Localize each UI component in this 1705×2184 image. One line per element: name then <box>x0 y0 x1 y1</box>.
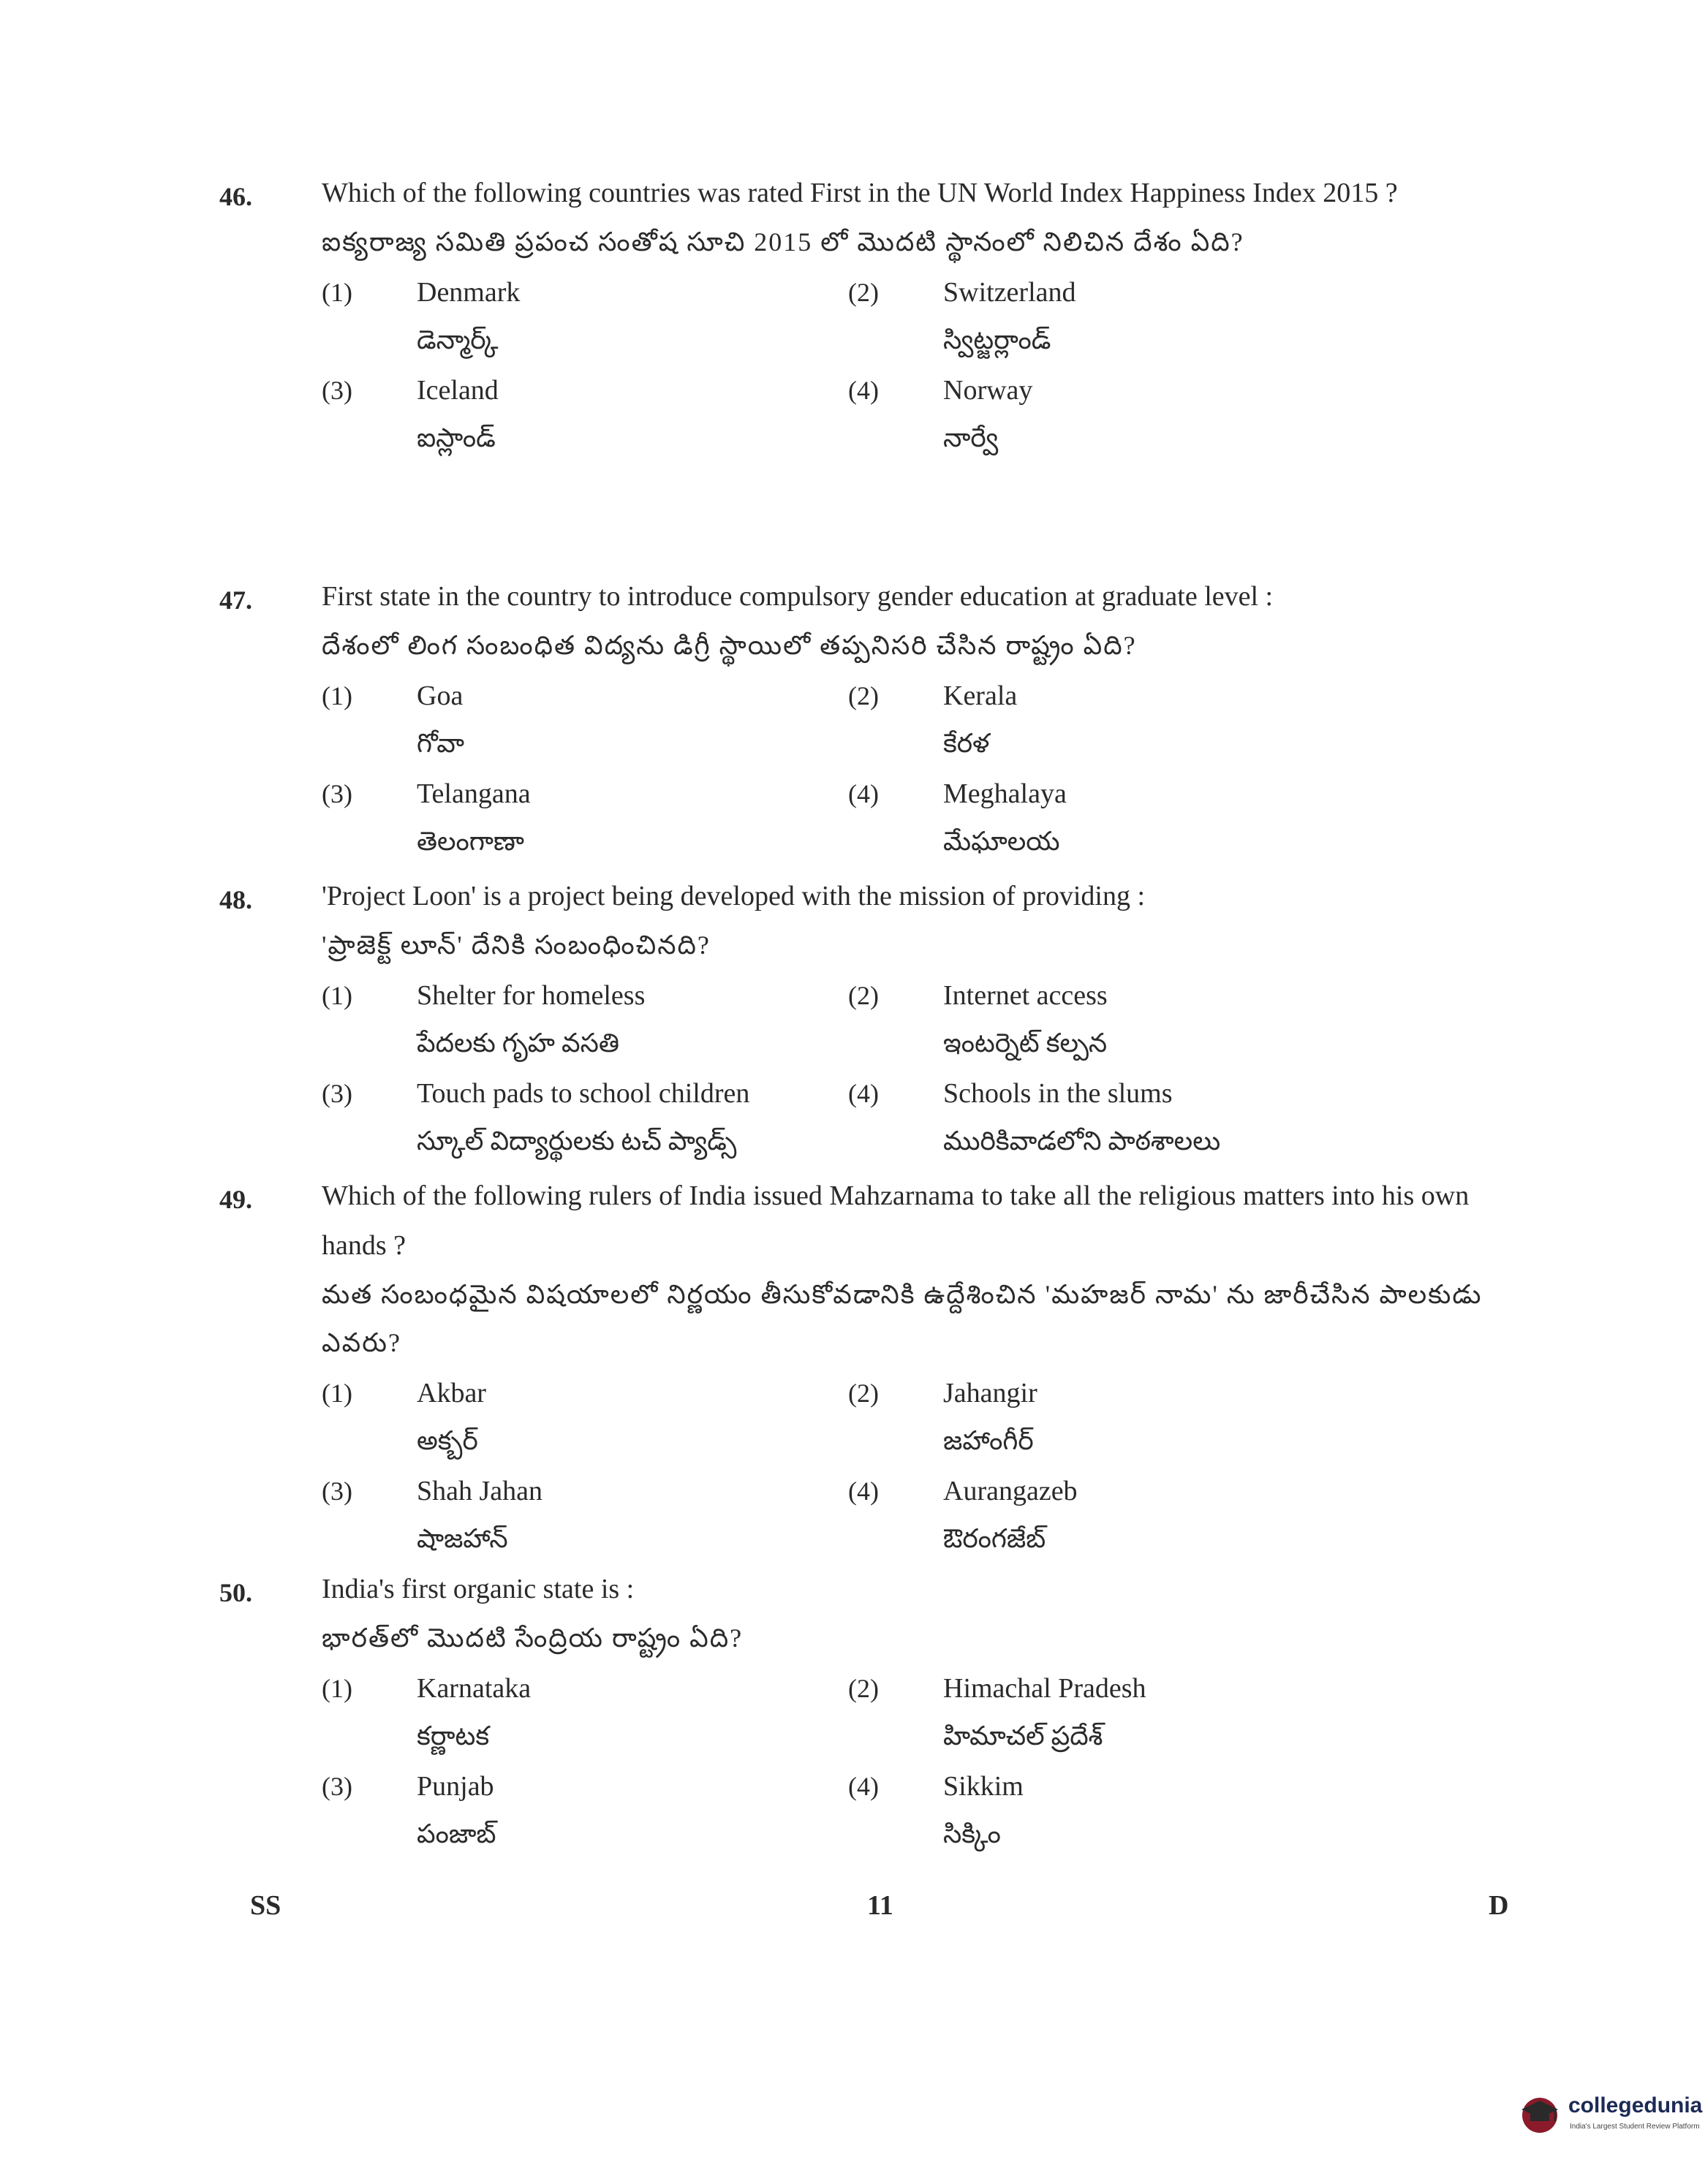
option-number: (1) <box>322 1674 352 1703</box>
question-text-english: Which of the following countries was rated First in the UN World Index Happiness Index 2015 ? <box>322 178 1398 208</box>
option-english: Punjab <box>417 1771 494 1802</box>
option-number: (4) <box>848 1079 879 1108</box>
question-text-english: First state in the country to introduce compulsory gender education at graduate level : <box>322 581 1274 612</box>
option-4 <box>848 1763 1375 1858</box>
option-english: Norway <box>943 375 1033 406</box>
option-number: (3) <box>322 779 352 808</box>
option-1 <box>322 972 848 1067</box>
option-telugu: నార్వే <box>943 423 999 452</box>
option-telugu: సిక్కిం <box>943 1819 1001 1849</box>
option-number: (2) <box>848 681 879 710</box>
option-4 <box>848 770 1375 865</box>
option-3 <box>322 1070 848 1165</box>
question-text-english: 'Project Loon' is a project being developed with the mission of providing : <box>322 881 1146 911</box>
question-number: 50. <box>219 1578 252 1607</box>
option-telugu: గోవా <box>417 729 464 758</box>
option-english: Jahangir <box>943 1378 1037 1408</box>
question-number: 48. <box>219 885 252 914</box>
option-english: Switzerland <box>943 277 1076 308</box>
option-english: Sikkim <box>943 1771 1024 1802</box>
option-2 <box>848 1370 1375 1465</box>
option-english: Touch pads to school children <box>417 1078 750 1109</box>
option-number: (1) <box>322 981 352 1010</box>
option-number: (2) <box>848 981 879 1010</box>
footer-booklet-code: D <box>1489 1890 1509 1921</box>
option-telugu: స్విట్జర్లాండ్ <box>943 325 1051 354</box>
option-english: Internet access <box>943 980 1108 1011</box>
options <box>322 672 1521 865</box>
option-4 <box>848 1070 1375 1165</box>
question-number: 47. <box>219 585 252 615</box>
option-telugu: కేరళ <box>943 729 990 758</box>
question-text-telugu: మత సంబంధమైన విషయాలలో నిర్ణయం తీసుకోవడానికి ఉద్దేశించిన 'మహజర్ నామ' ను జారీచేసిన పాలకుడు ఎవరు? <box>322 1280 1483 1357</box>
option-telugu: డెన్మార్క్ <box>417 325 499 354</box>
option-number: (2) <box>848 278 879 307</box>
footer-series-code: SS <box>250 1890 281 1921</box>
options <box>322 1370 1521 1563</box>
options <box>322 269 1521 462</box>
option-telugu: తెలంగాణా <box>417 827 524 856</box>
collegedunia-logo <box>1517 2083 1703 2149</box>
option-number: (1) <box>322 278 352 307</box>
option-number: (4) <box>848 779 879 808</box>
logo-tagline: India's Largest Student Review Platform <box>1570 2123 1700 2131</box>
option-telugu: షాజహాన్ <box>417 1524 508 1553</box>
option-english: Kerala <box>943 680 1018 711</box>
option-number: (4) <box>848 1476 879 1506</box>
option-1 <box>322 1665 848 1760</box>
question-text-telugu: ఐక్యరాజ్య సమితి ప్రపంచ సంతోష సూచి 2015 లో మొదటి స్థానంలో నిలిచిన దేశం ఏది? <box>322 227 1244 257</box>
option-telugu: ఔరంగజేబ్ <box>943 1524 1046 1553</box>
option-2 <box>848 972 1375 1067</box>
option-number: (3) <box>322 376 352 405</box>
option-1 <box>322 1370 848 1465</box>
option-english: Aurangazeb <box>943 1476 1078 1506</box>
option-telugu: మేఘాలయ <box>943 827 1060 856</box>
question-text-telugu: భారత్‌లో మొదటి సేంద్రియ రాష్ట్రం ఏది? <box>322 1623 744 1653</box>
question-50 <box>219 1564 1521 1858</box>
question-49 <box>219 1171 1521 1563</box>
option-english: Himachal Pradesh <box>943 1673 1146 1704</box>
option-english: Karnataka <box>417 1673 532 1704</box>
option-number: (3) <box>322 1079 352 1108</box>
option-number: (3) <box>322 1476 352 1506</box>
option-telugu: ఐస్లాండ్ <box>417 423 496 452</box>
option-2 <box>848 1665 1375 1760</box>
question-48 <box>219 871 1521 1165</box>
option-4 <box>848 1468 1375 1563</box>
option-english: Shelter for homeless <box>417 980 646 1011</box>
graduation-cap-icon <box>1517 2090 1562 2136</box>
option-telugu: అక్బర్ <box>417 1426 478 1455</box>
question-text-english: Which of the following rulers of India issued Mahzarnama to take all the religious matters into his own hands ? <box>322 1180 1470 1261</box>
option-english: Schools in the slums <box>943 1078 1173 1109</box>
option-2 <box>848 672 1375 767</box>
question-number: 46. <box>219 182 252 211</box>
option-telugu: ఇంటర్నెట్ కల్పన <box>943 1028 1108 1058</box>
question-47 <box>219 572 1521 865</box>
option-english: Iceland <box>417 375 499 406</box>
option-number: (2) <box>848 1674 879 1703</box>
option-3 <box>322 367 848 462</box>
option-4 <box>848 367 1375 462</box>
question-text-telugu: దేశంలో లింగ సంబంధిత విద్యను డిగ్రీ స్థాయిలో తప్పనిసరి చేసిన రాష్ట్రం ఏది? <box>322 631 1137 660</box>
options <box>322 1665 1521 1858</box>
option-english: Akbar <box>417 1378 486 1408</box>
option-english: Goa <box>417 680 464 711</box>
option-number: (1) <box>322 681 352 710</box>
option-1 <box>322 269 848 364</box>
logo-name: collegedunia <box>1568 2093 1703 2117</box>
option-telugu: స్కూల్ విద్యార్థులకు టచ్ ప్యాడ్స్ <box>417 1126 737 1156</box>
option-1 <box>322 672 848 767</box>
option-2 <box>848 269 1375 364</box>
question-text-english: India's first organic state is : <box>322 1574 635 1604</box>
option-number: (1) <box>322 1379 352 1408</box>
option-telugu: హిమాచల్ ప్రదేశ్ <box>943 1721 1103 1751</box>
option-english: Denmark <box>417 277 521 308</box>
option-number: (4) <box>848 1772 879 1801</box>
option-english: Telangana <box>417 778 531 809</box>
option-3 <box>322 1763 848 1858</box>
question-46 <box>219 168 1521 462</box>
option-english: Meghalaya <box>943 778 1067 809</box>
option-number: (2) <box>848 1379 879 1408</box>
option-telugu: పేదలకు గృహ వసతి <box>417 1028 620 1058</box>
question-number: 49. <box>219 1185 252 1214</box>
option-number: (3) <box>322 1772 352 1801</box>
option-3 <box>322 770 848 865</box>
option-number: (4) <box>848 376 879 405</box>
option-telugu: మురికివాడలోని పాఠశాలలు <box>943 1126 1221 1156</box>
option-telugu: కర్ణాటక <box>417 1721 490 1751</box>
question-text-telugu: 'ప్రాజెక్ట్ లూన్' దేనికి సంబంధించినది? <box>322 930 711 960</box>
option-telugu: పంజాబ్ <box>417 1819 496 1849</box>
page-number: 11 <box>867 1890 893 1921</box>
option-3 <box>322 1468 848 1563</box>
options <box>322 972 1521 1165</box>
option-telugu: జహాంగీర్ <box>943 1426 1034 1455</box>
option-english: Shah Jahan <box>417 1476 543 1506</box>
